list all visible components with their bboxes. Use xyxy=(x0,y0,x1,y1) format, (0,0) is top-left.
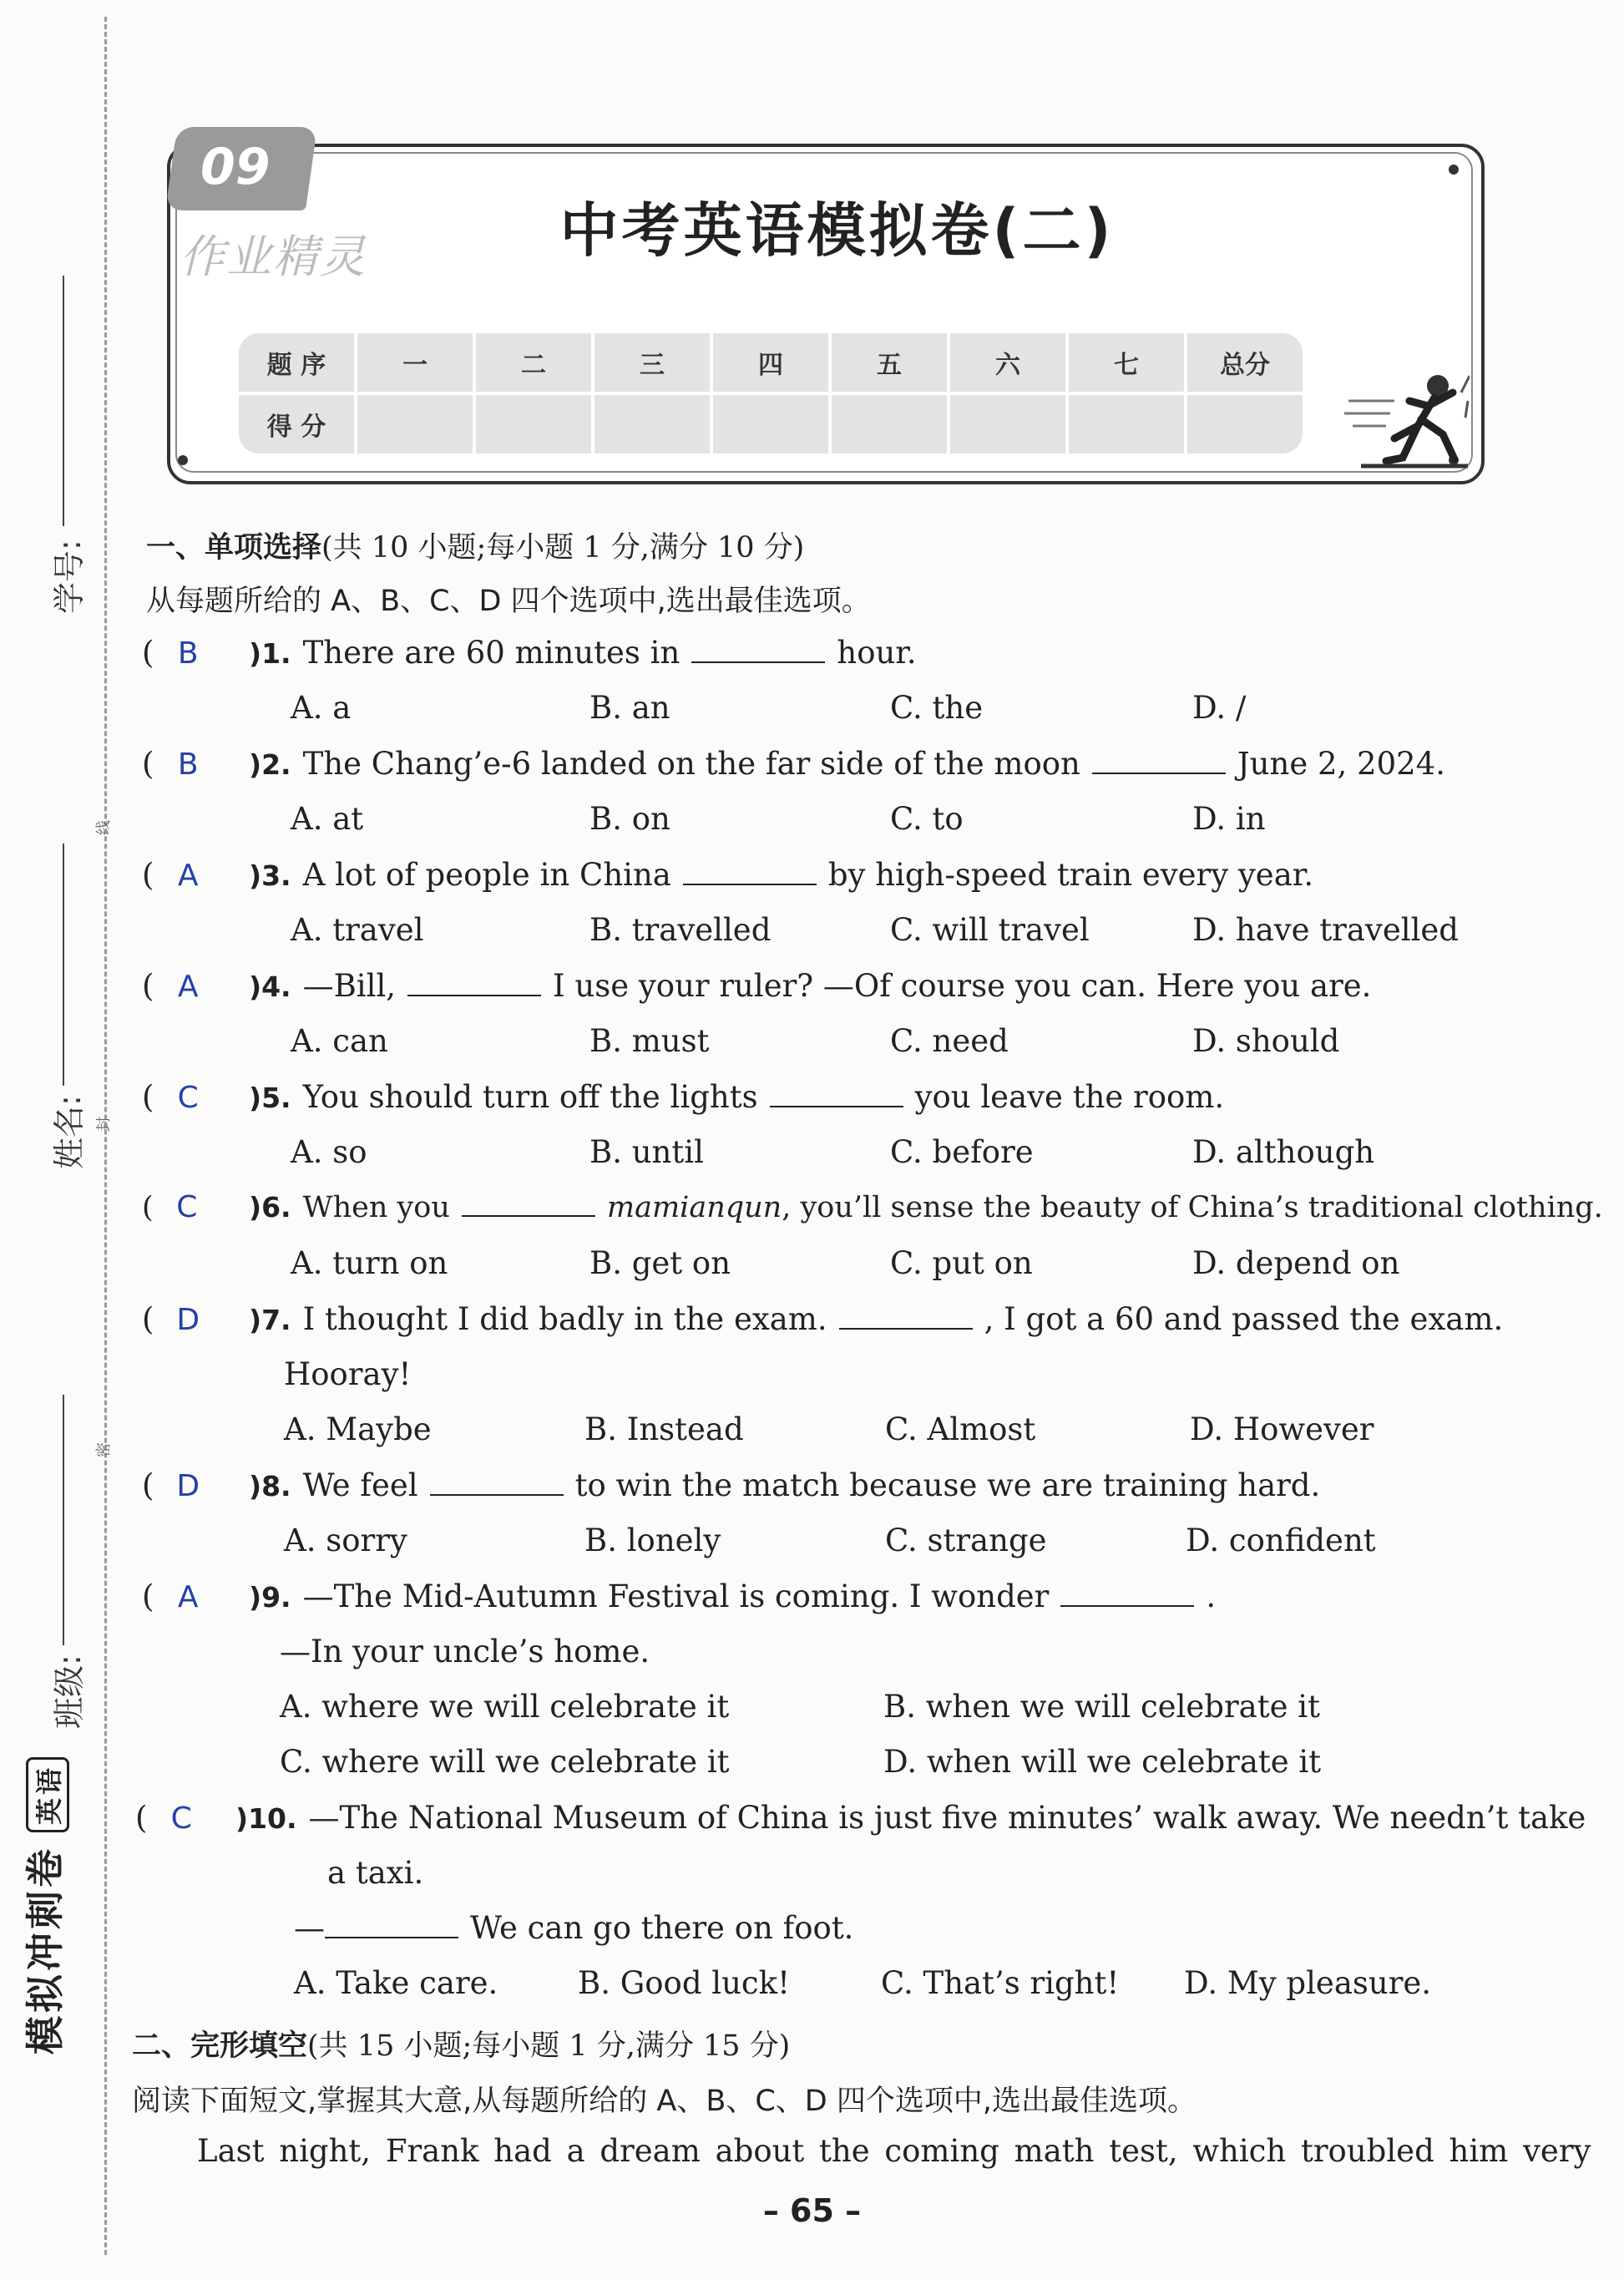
question-text: We feel xyxy=(302,1467,418,1503)
answer-blank[interactable] xyxy=(325,1913,458,1938)
answer-paren: ( D xyxy=(142,1467,249,1503)
name-label: 姓名: xyxy=(51,1095,88,1169)
option-d[interactable]: D. although xyxy=(1192,1134,1375,1170)
score-input-cell[interactable] xyxy=(357,395,473,453)
score-table-score-row xyxy=(239,395,1303,453)
answer-paren: ( C xyxy=(135,1800,235,1836)
score-cell: 四 xyxy=(713,333,828,392)
page-title: 中考英语模拟卷(二) xyxy=(559,196,1115,265)
answer-blank[interactable] xyxy=(770,1082,903,1107)
series-name: 模拟冲刺卷 xyxy=(23,1846,68,2055)
question-6 xyxy=(142,1190,1603,1224)
question-9 xyxy=(142,1578,1216,1614)
binding-dashed-line xyxy=(104,17,107,2255)
question-1 xyxy=(142,635,917,671)
question-text-tail: by high-speed train every year. xyxy=(827,857,1314,893)
option-b[interactable]: B. travelled xyxy=(589,912,772,948)
option-c[interactable]: C. Almost xyxy=(885,1411,1036,1447)
answer-blank[interactable] xyxy=(1060,1582,1194,1607)
option-d[interactable]: D. in xyxy=(1192,801,1266,837)
name-line xyxy=(63,844,64,1086)
question-number: )7. xyxy=(249,1304,291,1336)
answer-letter: C xyxy=(177,1081,199,1115)
question-4 xyxy=(142,968,1371,1004)
option-c[interactable]: C. put on xyxy=(890,1245,1033,1281)
section1-title xyxy=(146,524,804,566)
score-cell: 七 xyxy=(1069,333,1184,392)
student-id-line xyxy=(63,276,64,526)
option-c[interactable]: C. to xyxy=(890,801,964,837)
option-a[interactable]: A. turn on xyxy=(291,1245,448,1281)
question-text: A lot of people in China xyxy=(302,857,671,893)
passage-text: Last night, Frank had a dream about the coming math test, which troubled him very xyxy=(197,2133,1591,2169)
option-c[interactable]: C. That’s right! xyxy=(881,1965,1120,2001)
option-a[interactable]: A. can xyxy=(291,1023,388,1059)
question-number: )2. xyxy=(249,748,291,781)
option-b[interactable]: B. lonely xyxy=(584,1523,721,1558)
option-d[interactable]: D. depend on xyxy=(1192,1245,1400,1281)
answer-blank[interactable] xyxy=(1092,749,1226,774)
question-3 xyxy=(142,857,1313,893)
corner-dot xyxy=(1449,165,1459,175)
answer-letter: D xyxy=(176,1303,200,1337)
question-text: When you xyxy=(302,1191,450,1224)
option-d[interactable]: D. when will we celebrate it xyxy=(883,1744,1322,1780)
subject-badge: 英语 xyxy=(26,1757,69,1832)
dialogue-dash: — xyxy=(294,1910,325,1946)
answer-paren: ( C xyxy=(142,1190,249,1224)
question-italic-term: mamianqun xyxy=(606,1191,782,1224)
section1-note: (共 10 小题;每小题 1 分,满分 10 分) xyxy=(321,531,805,565)
question-number: )5. xyxy=(249,1082,291,1114)
score-input-cell[interactable] xyxy=(832,395,947,453)
watermark-logo: 作业精灵 xyxy=(180,231,367,283)
score-cell: 五 xyxy=(832,333,947,392)
option-a[interactable]: A. where we will celebrate it xyxy=(280,1689,730,1725)
option-a[interactable]: A. Take care. xyxy=(294,1965,498,2001)
answer-paren: ( D xyxy=(142,1301,249,1337)
section2-instruction: 阅读下面短文,掌握其大意,从每题所给的 A、B、C、D 四个选项中,选出最佳选项。 xyxy=(132,2085,1196,2118)
option-d[interactable]: D. should xyxy=(1192,1023,1340,1059)
score-input-cell[interactable] xyxy=(713,395,828,453)
question-continuation: —In your uncle’s home. xyxy=(280,1634,650,1669)
answer-letter: A xyxy=(177,859,199,893)
question-text-tail: , I got a 60 and passed the exam. xyxy=(984,1301,1504,1337)
option-c[interactable]: C. before xyxy=(890,1134,1034,1170)
question-text-tail: . xyxy=(1206,1578,1217,1614)
question-continuation: a taxi. xyxy=(327,1855,424,1891)
option-a[interactable]: A. at xyxy=(291,801,364,837)
answer-paren: ( B xyxy=(142,635,249,671)
question-number: )4. xyxy=(249,970,291,1003)
answer-paren: ( C xyxy=(142,1079,249,1115)
score-input-cell[interactable] xyxy=(950,395,1065,453)
option-b[interactable]: B. on xyxy=(589,801,670,837)
question-text-tail: to win the match because we are training hard. xyxy=(574,1467,1321,1503)
question-text-tail: June 2, 2024. xyxy=(1237,746,1445,782)
answer-paren: ( A xyxy=(142,1578,249,1614)
question-number: )10. xyxy=(235,1802,297,1835)
option-b[interactable]: B. until xyxy=(589,1134,704,1170)
question-number: )8. xyxy=(249,1470,291,1502)
option-a[interactable]: A. sorry xyxy=(284,1523,407,1558)
score-cell: 六 xyxy=(950,333,1065,392)
score-input-cell[interactable] xyxy=(594,395,710,453)
score-cell: 二 xyxy=(476,333,591,392)
answer-letter: A xyxy=(177,1580,199,1614)
answer-paren: ( A xyxy=(142,857,249,893)
question-text-tail: I use your ruler? —Of course you can. Here you are. xyxy=(553,968,1372,1004)
option-b[interactable]: B. an xyxy=(589,690,670,726)
page-number: – 65 – xyxy=(762,2192,862,2229)
question-number: )3. xyxy=(249,859,291,892)
option-d[interactable]: D. However xyxy=(1190,1411,1374,1447)
cut-mark-3: 密 xyxy=(95,1442,113,1457)
answer-blank[interactable] xyxy=(407,971,541,996)
question-dialogue-line xyxy=(294,1910,853,1946)
dialogue-text: We can go there on foot. xyxy=(470,1910,854,1946)
question-number: )9. xyxy=(249,1581,291,1614)
class-label: 班级: xyxy=(51,1654,88,1729)
question-text: There are 60 minutes in xyxy=(302,635,680,671)
option-b[interactable]: B. when we will celebrate it xyxy=(883,1689,1320,1725)
option-a[interactable]: A. travel xyxy=(291,912,424,948)
option-a[interactable]: A. a xyxy=(291,690,352,726)
option-a[interactable]: A. so xyxy=(291,1134,367,1170)
answer-letter: A xyxy=(177,970,199,1004)
answer-letter: C xyxy=(170,1801,192,1836)
answer-letter: B xyxy=(177,747,199,782)
score-cell: 题 序 xyxy=(239,333,354,392)
option-d[interactable]: D. / xyxy=(1192,690,1247,726)
section2-heading: 二、完形填空 xyxy=(132,2029,308,2063)
option-c[interactable]: C. where will we celebrate it xyxy=(280,1744,730,1780)
question-text-tail: you leave the room. xyxy=(914,1079,1225,1115)
answer-paren: ( A xyxy=(142,968,249,1004)
option-c[interactable]: C. will travel xyxy=(890,912,1090,948)
answer-blank[interactable] xyxy=(691,638,825,663)
score-table xyxy=(235,330,1306,457)
answer-blank[interactable] xyxy=(430,1471,564,1496)
question-8 xyxy=(142,1467,1320,1503)
score-cell: 三 xyxy=(594,333,710,392)
score-input-cell[interactable] xyxy=(1187,395,1303,453)
answer-letter: C xyxy=(176,1190,198,1224)
score-cell: 总分 xyxy=(1187,333,1303,392)
class-line xyxy=(63,1395,64,1645)
answer-paren: ( B xyxy=(142,746,249,782)
question-10 xyxy=(135,1800,1586,1836)
score-input-cell[interactable] xyxy=(1069,395,1184,453)
question-text: —The National Museum of China is just five minutes’ walk away. We needn’t take xyxy=(308,1800,1586,1836)
question-text: —Bill, xyxy=(302,968,397,1004)
question-number: )1. xyxy=(249,637,291,670)
option-d[interactable]: D. confident xyxy=(1186,1523,1376,1558)
option-c[interactable]: C. need xyxy=(890,1023,1009,1059)
option-d[interactable]: D. have travelled xyxy=(1192,912,1459,948)
answer-letter: D xyxy=(176,1469,200,1503)
answer-blank[interactable] xyxy=(839,1305,973,1330)
question-2 xyxy=(142,746,1445,782)
question-text: —The Mid-Autumn Festival is coming. I wonder xyxy=(302,1578,1050,1614)
option-b[interactable]: B. Instead xyxy=(584,1411,744,1447)
answer-blank[interactable] xyxy=(462,1192,595,1217)
cut-mark-2: 封 xyxy=(95,1117,113,1132)
question-text: I thought I did badly in the exam. xyxy=(302,1301,827,1337)
cut-mark-1: 线 xyxy=(95,820,113,835)
runner-illustration xyxy=(1344,367,1470,476)
student-id-label: 学号: xyxy=(51,540,88,614)
score-row-label: 得 分 xyxy=(239,395,354,453)
question-text: The Chang’e-6 landed on the far side of the moon xyxy=(302,746,1080,782)
corner-dot xyxy=(178,455,188,465)
option-d[interactable]: D. My pleasure. xyxy=(1184,1965,1432,2001)
option-c[interactable]: C. strange xyxy=(885,1523,1047,1558)
section2-note: (共 15 小题;每小题 1 分,满分 15 分) xyxy=(307,2029,791,2063)
option-b[interactable]: B. Good luck! xyxy=(578,1965,790,2001)
score-table-header-row xyxy=(239,333,1303,392)
question-5 xyxy=(142,1079,1224,1115)
section1-instruction: 从每题所给的 A、B、C、D 四个选项中,选出最佳选项。 xyxy=(146,585,871,618)
paper-number: 09 xyxy=(200,138,271,196)
series-title xyxy=(15,1757,70,2055)
score-cell: 一 xyxy=(357,333,473,392)
question-text-tail: hour. xyxy=(837,635,917,671)
question-text: You should turn off the lights xyxy=(302,1079,758,1115)
option-a[interactable]: A. Maybe xyxy=(284,1411,432,1447)
option-c[interactable]: C. the xyxy=(890,690,984,726)
question-continuation: Hooray! xyxy=(284,1356,412,1392)
score-input-cell[interactable] xyxy=(476,395,591,453)
question-7 xyxy=(142,1301,1503,1337)
question-number: )6. xyxy=(249,1191,291,1224)
answer-blank[interactable] xyxy=(683,860,817,885)
option-b[interactable]: B. must xyxy=(589,1023,710,1059)
answer-letter: B xyxy=(177,636,199,671)
question-text-tail: , you’ll sense the beauty of China’s traditional clothing. xyxy=(782,1191,1603,1224)
section1-heading: 一、单项选择 xyxy=(146,531,322,565)
section2-title xyxy=(132,2023,790,2065)
option-b[interactable]: B. get on xyxy=(589,1245,731,1281)
